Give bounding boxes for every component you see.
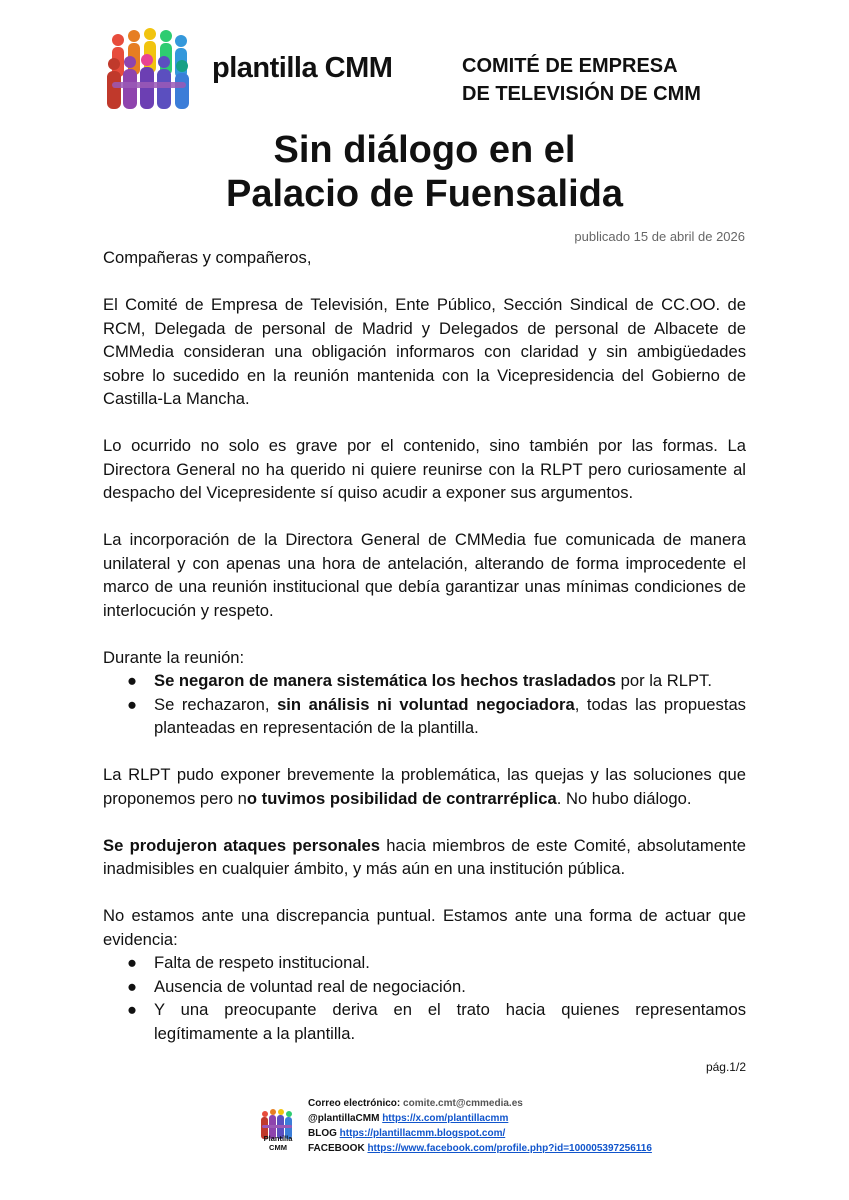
paragraph-5 <box>103 763 746 810</box>
list-item <box>103 998 746 1045</box>
email-label: Correo electrónico: <box>308 1098 401 1109</box>
x-label: @plantillaCMM <box>308 1113 380 1124</box>
footer-logo-label <box>256 1134 300 1152</box>
brand-name: plantilla CMM <box>212 52 393 84</box>
list-item-text: Ausencia de voluntad real de negociación. <box>154 976 466 996</box>
paragraph-6-bold: Se produjeron ataques personales <box>103 835 381 855</box>
list-item-text: por la RLPT. <box>616 671 712 690</box>
footer-logo-label-line-1: Plantilla <box>263 1134 293 1143</box>
paragraph-5-end: . No hubo diálogo. <box>556 788 692 808</box>
meeting-points-list <box>103 669 746 740</box>
list-item <box>103 693 746 740</box>
paragraph-5-start: La RLPT pudo exponer brevemente la problemática, las quejas y las soluciones que proponemos pero n <box>103 765 746 808</box>
list-item-bold: Se negaron de manera sistemática los hechos trasladados <box>154 671 617 690</box>
list-item <box>103 951 746 975</box>
committee-name <box>462 52 701 108</box>
plantilla-cmm-logo <box>104 28 194 112</box>
paragraph-1: El Comité de Empresa de Televisión, Ente Público, Sección Sindical de CC.OO. de RCM, Delegada de personal de Madrid y Delegados de personal de Albacete de CMMedia consideran una obligación informaros con claridad y sin ambigüedades sobre lo sucedido en la reunión mantenida con la Vicepresidencia del Gobierno de Castilla-La Mancha. <box>103 295 746 408</box>
list-item-text: Y una preocupante deriva en el trato hacia quienes representamos legítimamente a la plantilla. <box>154 1000 746 1043</box>
greeting: Compañeras y compañeros, <box>103 248 312 267</box>
page-number: pág.1/2 <box>705 1060 746 1074</box>
title-line-1: Sin diálogo en el <box>273 129 576 171</box>
paragraph-5-bold: o tuvimos posibilidad de contrarréplica <box>246 788 557 808</box>
bullet-icon: ● <box>127 671 138 690</box>
bullet-icon: ● <box>127 976 138 996</box>
list-item-bold: sin análisis ni voluntad negociadora <box>277 694 575 714</box>
paragraph-4-intro: Durante la reunión: <box>103 647 245 667</box>
bullet-icon: ● <box>127 953 138 972</box>
committee-line-1: COMITÉ DE EMPRESA <box>462 55 678 77</box>
blog-link[interactable]: https://plantillacmm.blogspot.com/ <box>339 1128 506 1139</box>
paragraph-7: No estamos ante una discrepancia puntual. Estamos ante una forma de actuar que evidencia: <box>103 906 746 949</box>
email-value: comite.cmt@cmmedia.es <box>403 1098 523 1109</box>
footer-contacts <box>308 1096 652 1156</box>
facebook-label: FACEBOOK <box>308 1143 365 1154</box>
paragraph-6-rest: hacia miembros de este Comité, absolutamente inadmisibles en cualquier ámbito, y más aún en una institución pública. <box>103 835 746 878</box>
list-item <box>103 975 746 999</box>
footer-facebook-row <box>308 1141 652 1156</box>
document-title <box>0 128 849 216</box>
list-item-text: Falta de respeto institucional. <box>154 953 370 972</box>
bullet-icon: ● <box>127 1000 138 1019</box>
title-line-2: Palacio de Fuensalida <box>225 173 624 215</box>
footer-blog-row <box>308 1126 652 1141</box>
list-item-text: , todas las propuestas planteadas en representación de la plantilla. <box>154 694 746 737</box>
bullet-icon: ● <box>127 694 138 714</box>
evidence-list <box>103 951 746 1045</box>
document-body <box>103 246 746 1069</box>
x-link[interactable]: https://x.com/plantillacmm <box>382 1113 509 1124</box>
paragraph-2: Lo ocurrido no solo es grave por el contenido, sino también por las formas. La Directora General no ha querido ni quiere reunirse con la RLPT pero curiosamente al despacho del Vicepresidente sí quiso acudir a exponer sus argumentos. <box>103 436 746 502</box>
blog-label: BLOG <box>308 1128 337 1139</box>
footer-logo-label-line-2: CMM <box>269 1143 287 1152</box>
footer-x-row <box>308 1111 652 1126</box>
paragraph-6 <box>103 834 746 881</box>
paragraph-3: La incorporación de la Directora General de CMMedia fue comunicada de manera unilateral y con apenas una hora de antelación, alterando de forma improcedente el marco de una reunión institucional que debía garantizar unas mínimas condiciones de interlocución y respeto. <box>103 530 746 620</box>
publication-date: publicado 15 de abril de 2026 <box>574 229 745 244</box>
list-item-text: Se rechazaron, <box>154 694 278 714</box>
footer-email-row <box>308 1096 652 1111</box>
list-item <box>103 669 746 693</box>
committee-line-2: DE TELEVISIÓN DE CMM <box>462 83 701 105</box>
facebook-link[interactable]: https://www.facebook.com/profile.php?id=100005397256116 <box>367 1143 652 1154</box>
